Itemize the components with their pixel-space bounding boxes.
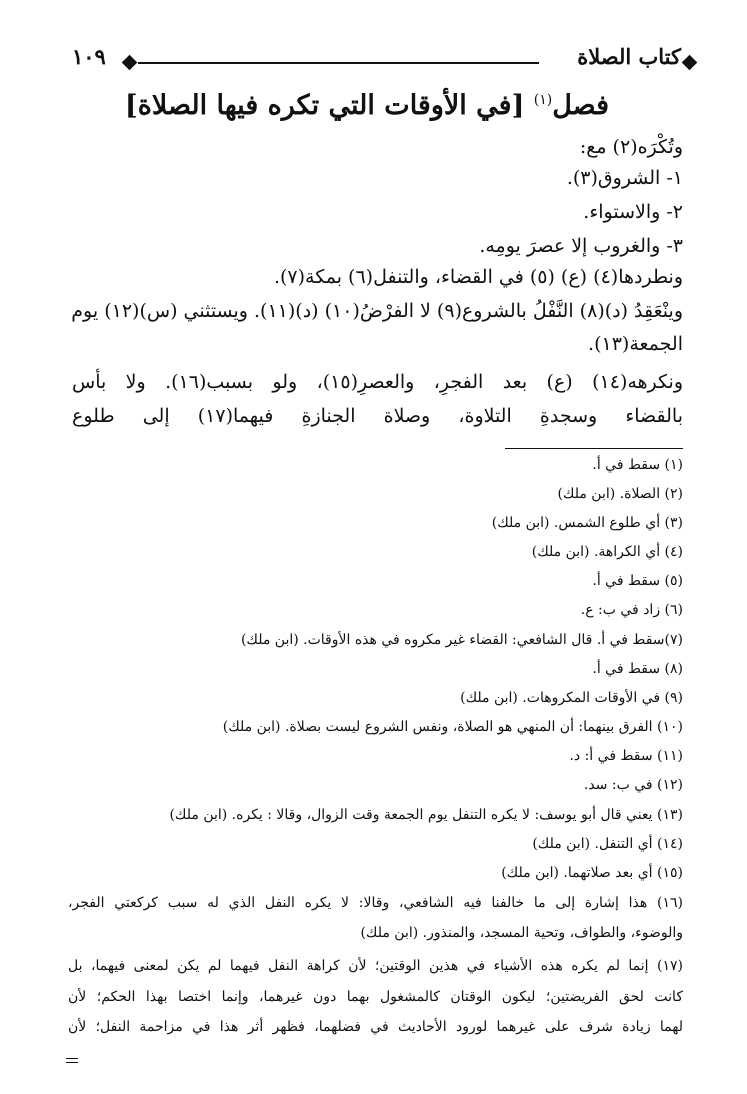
footnote: (٣) أي طلوع الشمس. (ابن ملك) — [491, 515, 683, 531]
body-line: وينْعَقِدُ (د)(٨) النَّفْلُ بالشروع(٩) لا الفرْضُ(١٠) (د)(١١). ويستثني (س)(١٢) يوم — [71, 300, 683, 322]
footnote-continuation: والوضوء، والطواف، وتحية المسجد، والمنذور. (ابن ملك) — [360, 925, 683, 941]
footnote-continuation: لهما زيادة شرف على غيرهما لورود الأحاديث في فضلهما، فظهر أثر هذا في مزاحمة النفل؛ لأن — [68, 1019, 683, 1035]
body-line: الجمعة(١٣). — [588, 333, 683, 355]
footnote: (١١) سقط في أ: د. — [569, 748, 683, 764]
footnote: (١٥) أي بعد صلاتهما. (ابن ملك) — [501, 865, 683, 881]
footnote: (٧)سقط في أ. قال الشافعي: القضاء غير مكروه في هذه الأوقات. (ابن ملك) — [240, 632, 683, 648]
chapter-title-footnote-marker: (١) — [533, 92, 553, 108]
chapter-title — [125, 90, 609, 121]
footnote: (٥) سقط في أ. — [592, 573, 683, 589]
body-line: وتُكْرَه(٢) مع: — [579, 136, 683, 158]
body-line: ٢- والاستواء. — [583, 201, 683, 223]
body-line: ٣- والغروب إلا عصرَ يومِه. — [479, 235, 683, 257]
book-title: كتاب الصلاة — [577, 44, 681, 69]
footnote: (٨) سقط في أ. — [592, 661, 683, 677]
footnote-continuation: كانت لحق الفريضتين؛ ليكون الوقتان كالمشغول بهما دون غيرهما، وإنما اختصا بهذا الحكم؛ لأن — [68, 989, 683, 1005]
body-line: ونطردها(٤) (ع) (٥) في القضاء، والتنفل(٦) بمكة(٧). — [273, 266, 683, 288]
footnote: (١٢) في ب: سد. — [583, 777, 683, 793]
footnote: (١٦) هذا إشارة إلى ما خالفنا فيه الشافعي، وقالا: لا يكره النفل الذي له سبب كركعتي الفجر، — [68, 895, 683, 911]
continuation-mark — [66, 1058, 78, 1059]
diamond-ornament-icon — [122, 55, 138, 71]
footnote: (٦) زاد في ب: ع. — [580, 602, 683, 618]
header-rule — [138, 62, 539, 64]
footnote: (٢) الصلاة. (ابن ملك) — [557, 486, 683, 502]
body-line: بالقضاء وسجدةِ التلاوة، وصلاة الجنازةِ فيهما(١٧) إلى طلوع — [72, 405, 683, 427]
footnote: (١) سقط في أ. — [592, 457, 683, 473]
body-line: ١- الشروق(٣). — [566, 167, 683, 189]
chapter-title-word: فصل — [552, 90, 609, 121]
footnote: (٩) في الأوقات المكروهات. (ابن ملك) — [460, 690, 683, 706]
diamond-ornament-icon — [682, 55, 698, 71]
footnote-separator — [505, 448, 683, 449]
footnote: (١٣) يعني قال أبو يوسف: لا يكره التنفل يوم الجمعة وقت الزوال، وقالا : يكره. (ابن ملك) — [169, 807, 683, 823]
continuation-mark — [66, 1062, 78, 1063]
page-number: ١٠٩ — [72, 44, 106, 69]
chapter-title-text: [في الأوقات التي تكره فيها الصلاة] — [124, 90, 534, 121]
footnote: (١٤) أي التنفل. (ابن ملك) — [532, 836, 683, 852]
footnote: (١٧) إنما لم يكره هذه الأشياء في هذين الوقتين؛ لأن كراهة النفل فيهما لم يكن لمعنى فيهما، بل — [68, 958, 683, 974]
footnote: (١٠) الفرق بينهما: أن المنهي هو الصلاة، ونفس الشروع ليست بصلاة. (ابن ملك) — [222, 719, 683, 735]
body-line: ونكرهه(١٤) (ع) بعد الفجرِ، والعصرِ(١٥)، ولو بسبب(١٦). ولا بأس — [72, 371, 683, 393]
footnote: (٤) أي الكراهة. (ابن ملك) — [531, 544, 683, 560]
running-header — [60, 44, 697, 78]
